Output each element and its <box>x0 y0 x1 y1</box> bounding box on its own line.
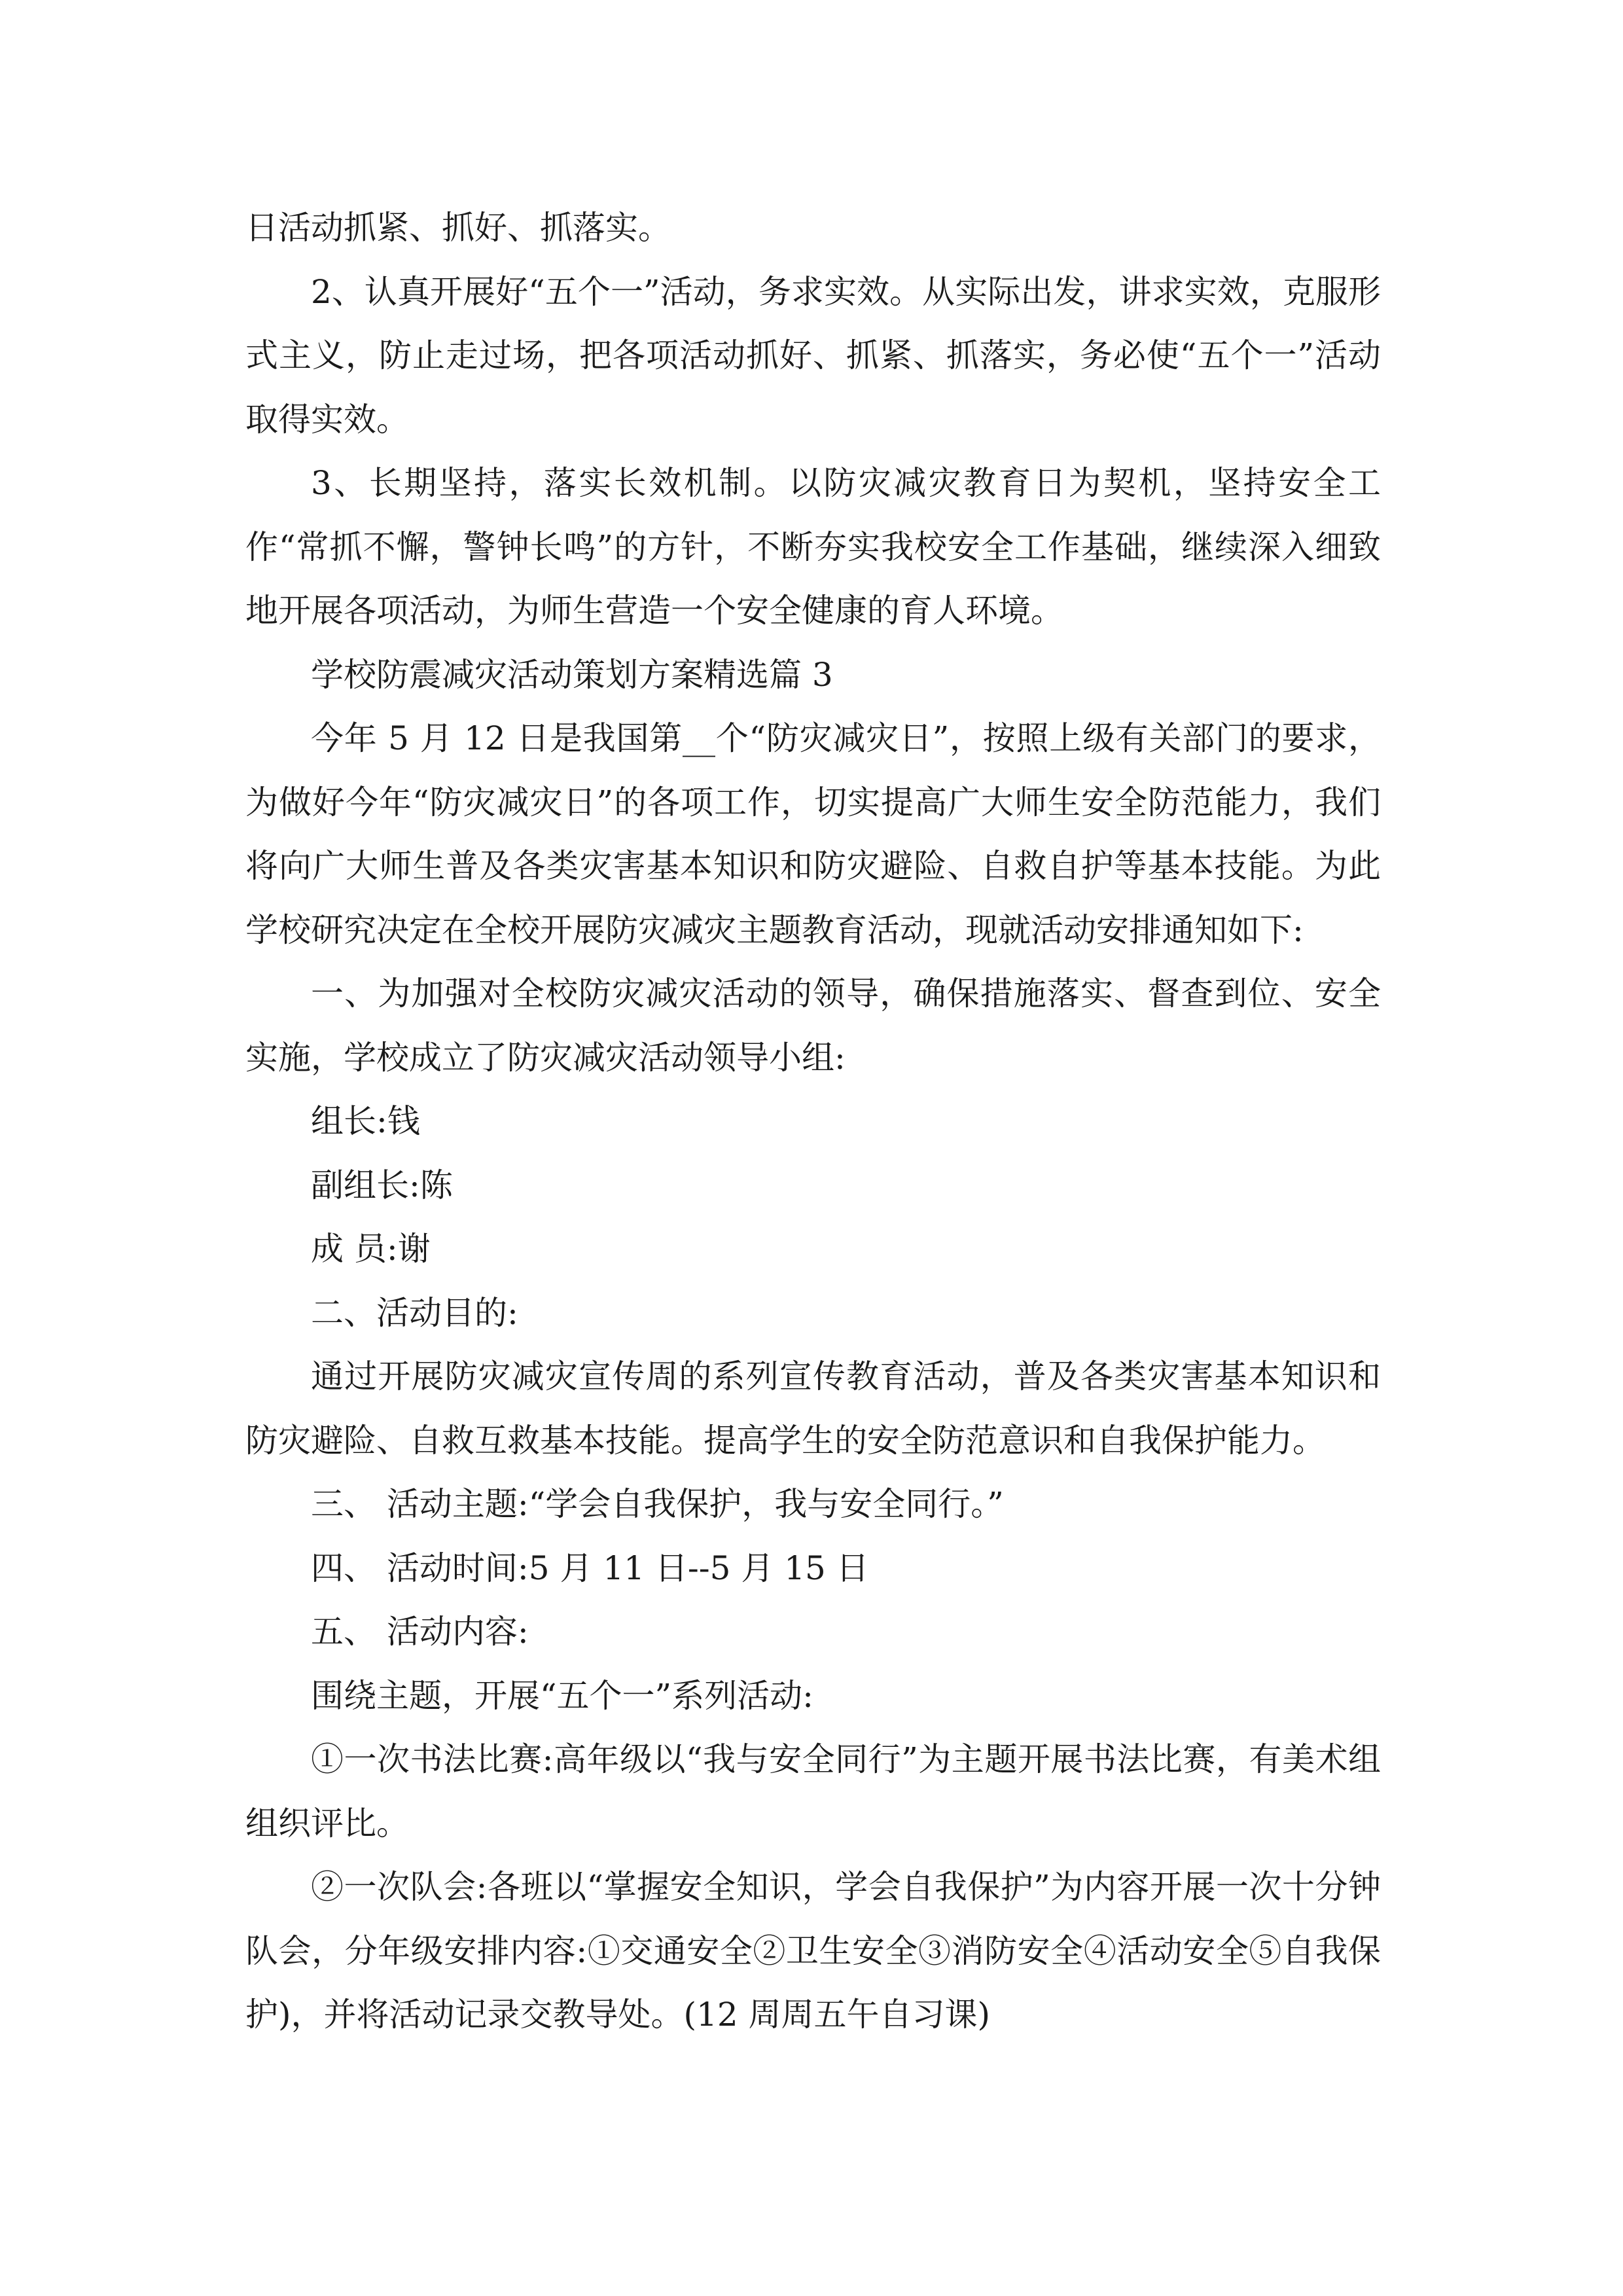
paragraph: 2、认真开展好“五个一”活动，务求实效。从实际出发，讲求实效，克服形式主义，防止走过场，把各项活动抓好、抓紧、抓落实，务必使“五个一”活动取得实效。 <box>245 272 1381 439</box>
paragraph: 一、为加强对全校防灾减灾活动的领导，确保措施落实、督查到位、安全实施，学校成立了防灾减灾活动领导小组: <box>245 975 1381 1077</box>
list-item: 成 员:谢 <box>311 1230 431 1268</box>
list-item: 组长:钱 <box>311 1102 420 1140</box>
paragraph: 今年 5 月 12 日是我国第__个“防灾减灾日”，按照上级有关部门的要求，为做好今年“防灾减灾日”的各项工作，切实提高广大师生安全防范能力，我们将向广大师生普及各类灾害基本知识和防灾避险、自救自护等基本技能。为此学校研究决定在全校开展防灾减灾主题教育活动，现就活动安排通知如下: <box>245 719 1381 949</box>
paragraph: 通过开展防灾减灾宣传周的系列宣传教育活动，普及各类灾害基本知识和防灾避险、自救互救基本技能。提高学生的安全防范意识和自我保护能力。 <box>245 1357 1381 1460</box>
document-body <box>245 196 1381 2047</box>
section-heading: 学校防震减灾活动策划方案精选篇 3 <box>311 655 833 694</box>
paragraph: ②一次队会:各班以“掌握安全知识，学会自我保护”为内容开展一次十分钟队会，分年级安排内容:①交通安全②卫生安全③消防安全④活动安全⑤自我保护)，并将活动记录交教导处。(12 周周五午自习课) <box>245 1868 1381 2034</box>
paragraph: 3、长期坚持，落实长效机制。以防灾减灾教育日为契机，坚持安全工作“常抓不懈，警钟长鸣”的方针，不断夯实我校安全工作基础，继续深入细致地开展各项活动，为师生营造一个安全健康的育人环境。 <box>245 464 1381 630</box>
paragraph: 五、 活动内容: <box>311 1613 529 1651</box>
paragraph: 围绕主题，开展“五个一”系列活动: <box>311 1676 813 1715</box>
list-item: 副组长:陈 <box>311 1166 453 1204</box>
paragraph: 四、 活动时间:5 月 11 日--5 月 15 日 <box>311 1549 869 1587</box>
paragraph: 三、 活动主题:“学会自我保护，我与安全同行。” <box>311 1485 1004 1523</box>
paragraph: 日活动抓紧、抓好、抓落实。 <box>245 209 671 247</box>
paragraph: 二、活动目的: <box>311 1293 518 1332</box>
paragraph: ①一次书法比赛:高年级以“我与安全同行”为主题开展书法比赛，有美术组组织评比。 <box>245 1740 1381 1842</box>
